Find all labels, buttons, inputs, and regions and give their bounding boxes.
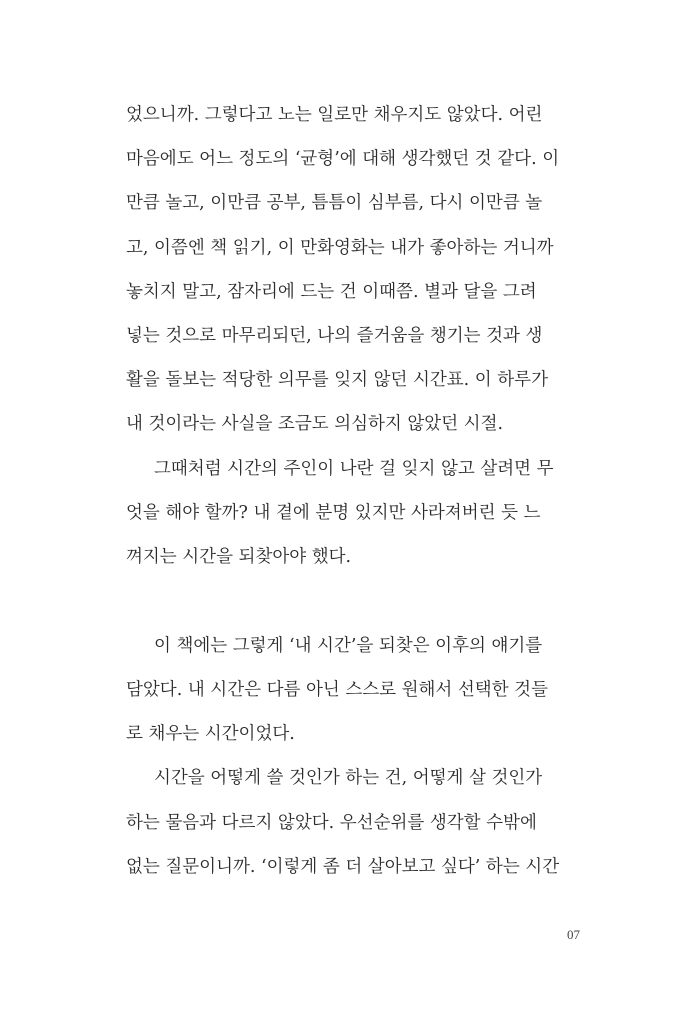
- body-line: 활을 돌보는 적당한 의무를 잊지 않던 시간표. 이 하루가: [126, 370, 548, 390]
- body-line: 로 채우는 시간이었다.: [126, 724, 295, 744]
- page-number: 07: [567, 927, 580, 942]
- body-line: 만큼 놀고, 이만큼 공부, 틈틈이 심부름, 다시 이만큼 놀: [126, 193, 543, 213]
- body-line: 고, 이쯤엔 책 읽기, 이 만화영화는 내가 좋아하는 거니까: [126, 238, 554, 258]
- body-line: 시간을 어떻게 쓸 것인가 하는 건, 어떻게 살 것인가: [154, 768, 543, 788]
- body-line: 없는 질문이니까. ‘이렇게 좀 더 살아보고 싶다’ 하는 시간: [126, 857, 560, 877]
- body-line: 놓치지 말고, 잠자리에 드는 건 이때쯤. 별과 달을 그려: [126, 282, 537, 302]
- body-line: 넣는 것으로 마무리되던, 나의 즐거움을 챙기는 것과 생: [126, 326, 543, 346]
- body-line: 이 책에는 그렇게 ‘내 시간’을 되찾은 이후의 얘기를: [154, 636, 543, 656]
- body-line: 었으니까. 그렇다고 노는 일로만 채우지도 않았다. 어린: [126, 105, 543, 125]
- body-line: 내 것이라는 사실을 조금도 의심하지 않았던 시절.: [126, 414, 504, 434]
- body-line: 마음에도 어느 정도의 ‘균형’에 대해 생각했던 것 같다. 이: [126, 149, 560, 169]
- body-line: 그때처럼 시간의 주인이 나란 걸 잊지 않고 살려면 무: [154, 459, 554, 479]
- body-line: 엇을 해야 할까? 내 곁에 분명 있지만 사라져버린 듯 느: [126, 503, 541, 523]
- body-line: 껴지는 시간을 되찾아야 했다.: [126, 547, 352, 567]
- body-line: 하는 물음과 다르지 않았다. 우선순위를 생각할 수밖에: [126, 813, 537, 833]
- body-line: 담았다. 내 시간은 다름 아닌 스스로 원해서 선택한 것들: [126, 680, 548, 700]
